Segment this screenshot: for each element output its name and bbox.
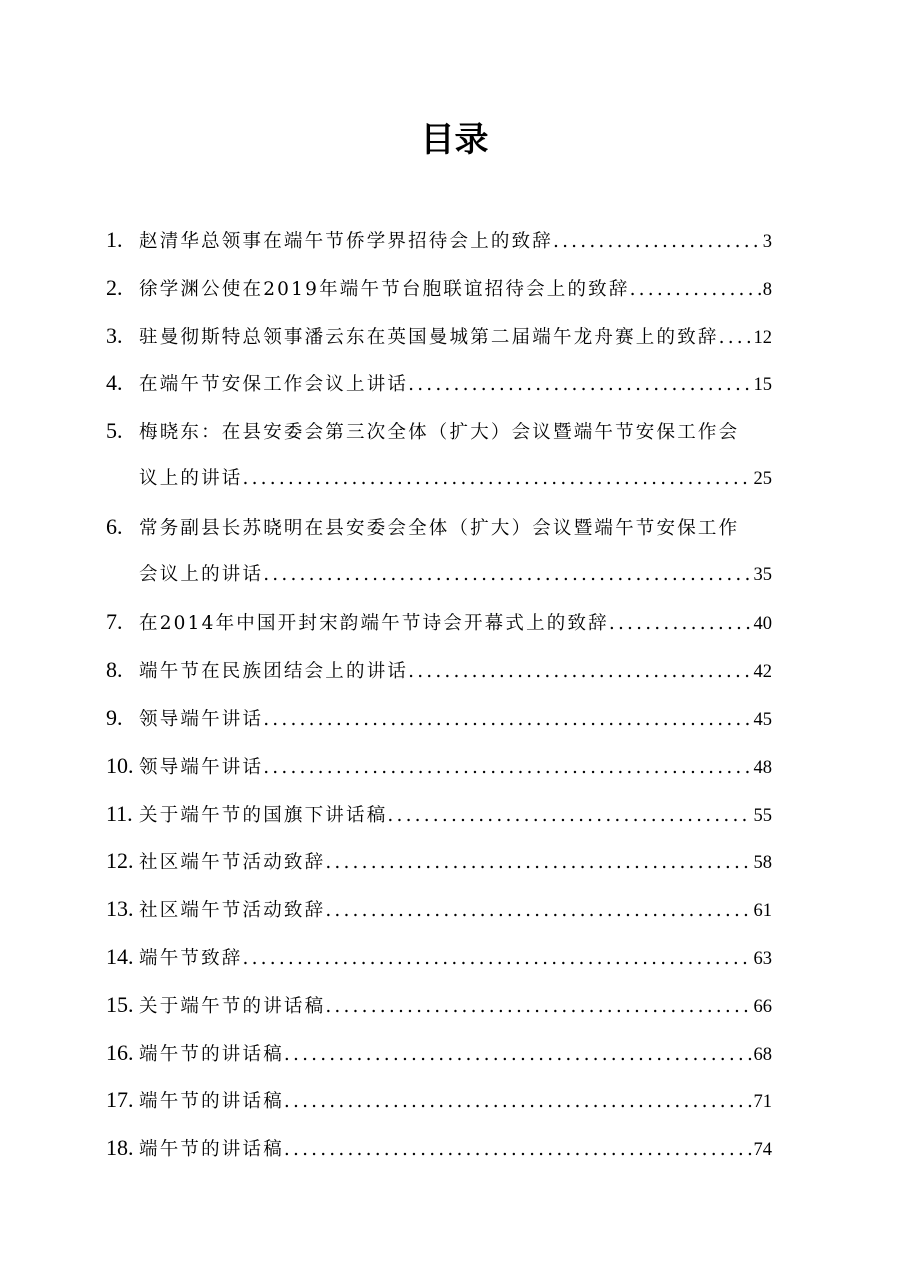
toc-entry-title: 赵清华总领事在端午节侨学界招待会上的致辞 — [139, 231, 554, 252]
toc-page-number: 45 — [753, 709, 772, 730]
toc-entry-number: 8. — [106, 657, 123, 683]
toc-entry-number: 17. — [106, 1087, 134, 1113]
toc-page-number: 48 — [753, 757, 772, 778]
toc-entry[interactable] — [106, 1124, 772, 1172]
toc-entry[interactable] — [106, 885, 772, 933]
table-of-contents — [106, 216, 772, 1172]
toc-entry-line — [106, 646, 772, 694]
toc-entry-line — [106, 598, 772, 646]
toc-leader-dots — [243, 455, 752, 503]
toc-leader-dots — [408, 361, 751, 409]
toc-entry-title: 社区端午节活动致辞 — [139, 900, 326, 922]
toc-entry-title: 关于端午节的国旗下讲话稿 — [139, 804, 388, 826]
toc-entry-number: 5. — [106, 418, 123, 444]
toc-entry-number: 2. — [106, 274, 123, 300]
toc-entry-number: 1. — [106, 227, 123, 252]
toc-leader-dots — [284, 1126, 752, 1174]
toc-entry-number: 3. — [106, 322, 123, 348]
toc-entry-title: 议上的讲话 — [139, 467, 243, 489]
toc-leader-dots — [553, 218, 761, 266]
toc-page-number: 66 — [753, 996, 772, 1017]
toc-entry-line — [106, 312, 772, 360]
toc-entry-title: 在2014年中国开封宋韵端午节诗会开幕式上的致辞 — [139, 613, 609, 635]
toc-page-number: 35 — [753, 564, 772, 585]
toc-page-number: 68 — [753, 1044, 772, 1065]
toc-entry-line — [106, 742, 772, 790]
toc-entry-title: 在端午节安保工作会议上讲话 — [139, 374, 409, 396]
toc-leader-dots — [630, 266, 761, 314]
toc-entry-line — [106, 933, 772, 981]
toc-entry-title: 驻曼彻斯特总领事潘云东在英国曼城第二届端午龙舟赛上的致辞 — [139, 326, 719, 348]
toc-entry[interactable] — [106, 312, 772, 360]
toc-entry-number: 7. — [106, 609, 123, 635]
toc-page-number: 3 — [762, 232, 772, 252]
toc-entry-title: 端午节致辞 — [139, 947, 243, 969]
toc-entry-title: 端午节的讲话稿 — [139, 1043, 284, 1065]
toc-leader-dots — [263, 551, 751, 599]
toc-entry[interactable] — [106, 216, 772, 264]
toc-leader-dots — [243, 935, 752, 983]
page-title: 目录 — [420, 120, 489, 160]
toc-page-number: 8 — [762, 279, 772, 300]
toc-page-number: 40 — [753, 614, 772, 635]
toc-entry-line — [106, 407, 772, 455]
toc-entry-number: 10. — [106, 752, 134, 778]
toc-entry[interactable] — [106, 646, 772, 694]
toc-entry-number: 15. — [106, 991, 134, 1017]
toc-page-number: 58 — [753, 853, 772, 874]
toc-entry-title: 关于端午节的讲话稿 — [139, 995, 326, 1017]
toc-page-number: 25 — [753, 468, 772, 489]
toc-page-number: 71 — [753, 1092, 772, 1113]
toc-entry-line — [106, 1124, 772, 1172]
toc-entry-title: 社区端午节活动致辞 — [139, 852, 326, 874]
toc-leader-dots — [263, 744, 751, 792]
toc-leader-dots — [263, 696, 751, 744]
toc-entry-number: 13. — [106, 896, 134, 922]
toc-leader-dots — [284, 1078, 752, 1126]
toc-entry-line — [106, 503, 772, 551]
toc-entry[interactable] — [106, 981, 772, 1029]
toc-entry-number: 14. — [106, 943, 134, 969]
toc-entry-title: 梅晓东：在县安委会第三次全体（扩大）会议暨端午节安保工作会 — [139, 422, 740, 444]
toc-entry[interactable] — [106, 694, 772, 742]
toc-entry-title: 会议上的讲话 — [139, 563, 264, 585]
toc-entry-line — [106, 1029, 772, 1077]
toc-entry-title: 领导端午讲话 — [139, 756, 264, 778]
toc-entry-number: 9. — [106, 704, 123, 730]
toc-entry-number: 4. — [106, 370, 123, 396]
toc-entry[interactable] — [106, 264, 772, 312]
toc-entry-title: 端午节的讲话稿 — [139, 1139, 284, 1161]
toc-entry-title: 领导端午讲话 — [139, 708, 264, 730]
toc-leader-dots — [408, 648, 751, 696]
toc-page-number: 74 — [753, 1140, 772, 1161]
toc-entry-line — [106, 551, 772, 599]
toc-entry-title: 徐学渊公使在2019年端午节台胞联谊招待会上的致辞 — [139, 278, 630, 300]
toc-entry-number: 6. — [106, 513, 123, 539]
toc-entry[interactable] — [106, 742, 772, 790]
toc-entry-title: 常务副县长苏晓明在县安委会全体（扩大）会议暨端午节安保工作 — [139, 517, 740, 539]
toc-entry-line — [106, 455, 772, 503]
toc-page-number: 15 — [753, 375, 772, 396]
toc-entry[interactable] — [106, 1029, 772, 1077]
toc-page-number: 55 — [753, 805, 772, 826]
toc-entry-title: 端午节在民族团结会上的讲话 — [139, 661, 409, 683]
toc-entry[interactable] — [106, 790, 772, 838]
toc-leader-dots — [325, 839, 751, 887]
toc-entry-line — [106, 1076, 772, 1124]
toc-entry[interactable] — [106, 503, 772, 599]
toc-page-number: 63 — [753, 948, 772, 969]
toc-entry[interactable] — [106, 933, 772, 981]
toc-entry-line — [106, 885, 772, 933]
toc-entry-number: 11. — [106, 800, 133, 826]
toc-entry[interactable] — [106, 837, 772, 885]
toc-entry[interactable] — [106, 1076, 772, 1124]
toc-entry[interactable] — [106, 598, 772, 646]
toc-leader-dots — [719, 314, 752, 362]
toc-leader-dots — [284, 1031, 752, 1079]
toc-entry-line — [106, 264, 772, 312]
toc-entry-line — [106, 837, 772, 885]
toc-entry-line — [106, 216, 772, 264]
toc-entry[interactable] — [106, 407, 772, 503]
toc-page-number: 61 — [753, 901, 772, 922]
toc-page-number: 12 — [753, 327, 772, 348]
toc-entry-line — [106, 790, 772, 838]
toc-entry-number: 12. — [106, 848, 134, 874]
toc-page-number: 42 — [753, 662, 772, 683]
toc-leader-dots — [609, 600, 752, 648]
toc-entry-number: 18. — [106, 1135, 134, 1161]
toc-entry-line — [106, 981, 772, 1029]
toc-leader-dots — [325, 887, 751, 935]
toc-entry-title: 端午节的讲话稿 — [139, 1091, 284, 1113]
toc-entry-line — [106, 694, 772, 742]
toc-leader-dots — [387, 792, 751, 840]
toc-entry-line — [106, 359, 772, 407]
toc-entry-number: 16. — [106, 1039, 134, 1065]
toc-leader-dots — [325, 983, 751, 1031]
toc-entry[interactable] — [106, 359, 772, 407]
